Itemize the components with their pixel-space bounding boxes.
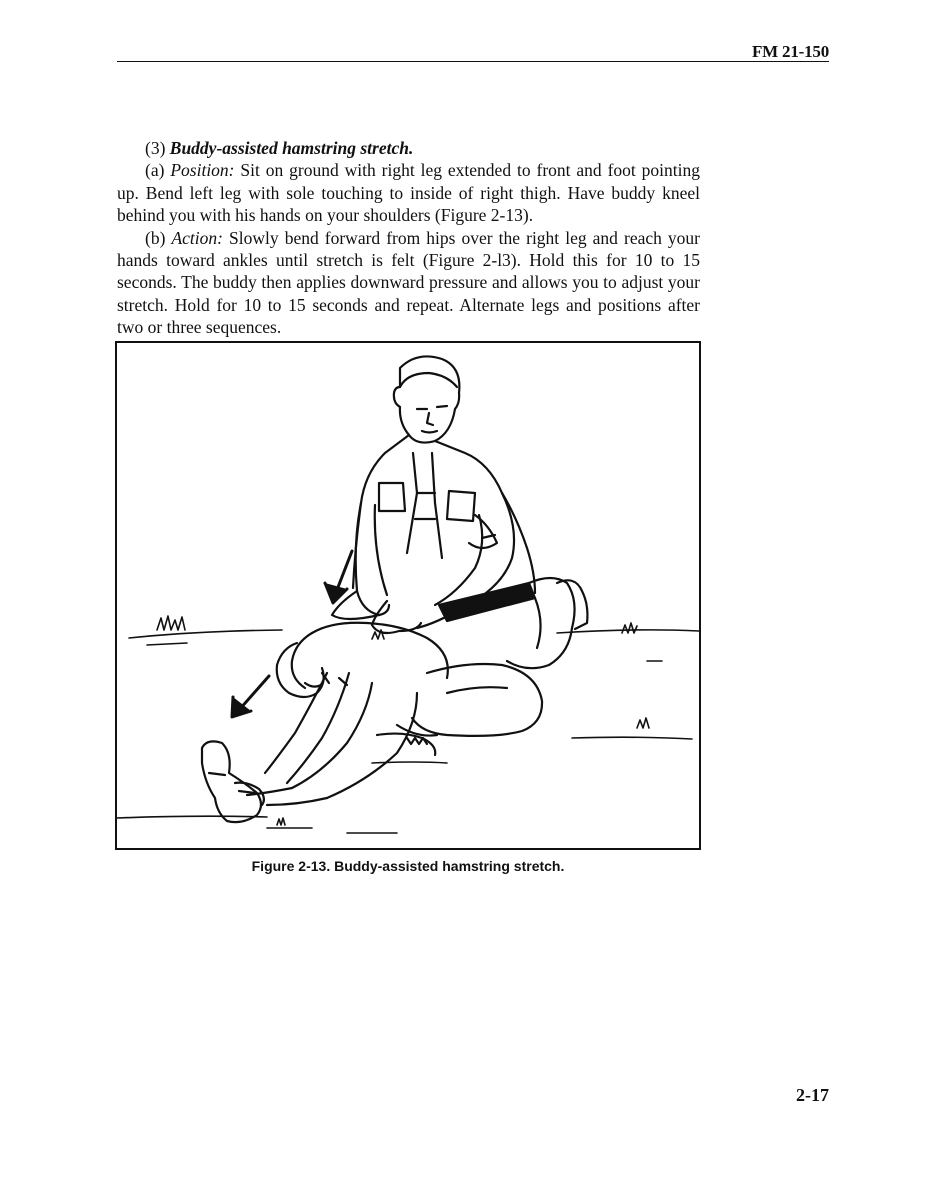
- figure-caption: Figure 2-13. Buddy-assisted hamstring stretch.: [251, 858, 565, 874]
- figure-frame: [115, 341, 701, 850]
- position-term: Position:: [170, 160, 235, 181]
- seated-person-figure: [202, 623, 448, 822]
- action-label: (b): [145, 227, 166, 248]
- page-number: 2-17: [796, 1085, 829, 1105]
- buddy-figure: [332, 356, 587, 735]
- document-code: FM 21-150: [751, 42, 829, 61]
- action-term: Action:: [171, 227, 223, 248]
- section-number: (3): [145, 138, 166, 158]
- section-title: Buddy-assisted hamstring stretch.: [169, 138, 414, 158]
- hamstring-stretch-illustration: [117, 343, 699, 848]
- action-paragraph: [117, 227, 700, 339]
- section-heading: [117, 137, 700, 159]
- arrow-diagonal-icon: [232, 676, 269, 717]
- arrow-down-icon: [325, 551, 352, 603]
- body-text: [117, 137, 700, 339]
- position-paragraph: [117, 159, 700, 226]
- position-label: (a): [145, 160, 165, 181]
- position-text: Sit on ground with right leg extended to front and foot pointing up. Bend left leg with sole touching to inside of right thigh. Have buddy kneel behind you with his hands on your shoulders (Figure 2-13).: [117, 160, 701, 226]
- ground-lines: [117, 616, 699, 833]
- action-text: Slowly bend forward from hips over the right leg and reach your hands toward ankles until stretch is felt (Figure 2-l3). Hold this for 10 to 15 seconds. The buddy then applies downward pressure and allows you to adjust your stretch. Hold for 10 to 15 seconds and repeat. Alternate legs and positions after two or three sequences.: [117, 227, 701, 338]
- header-rule: [117, 61, 829, 62]
